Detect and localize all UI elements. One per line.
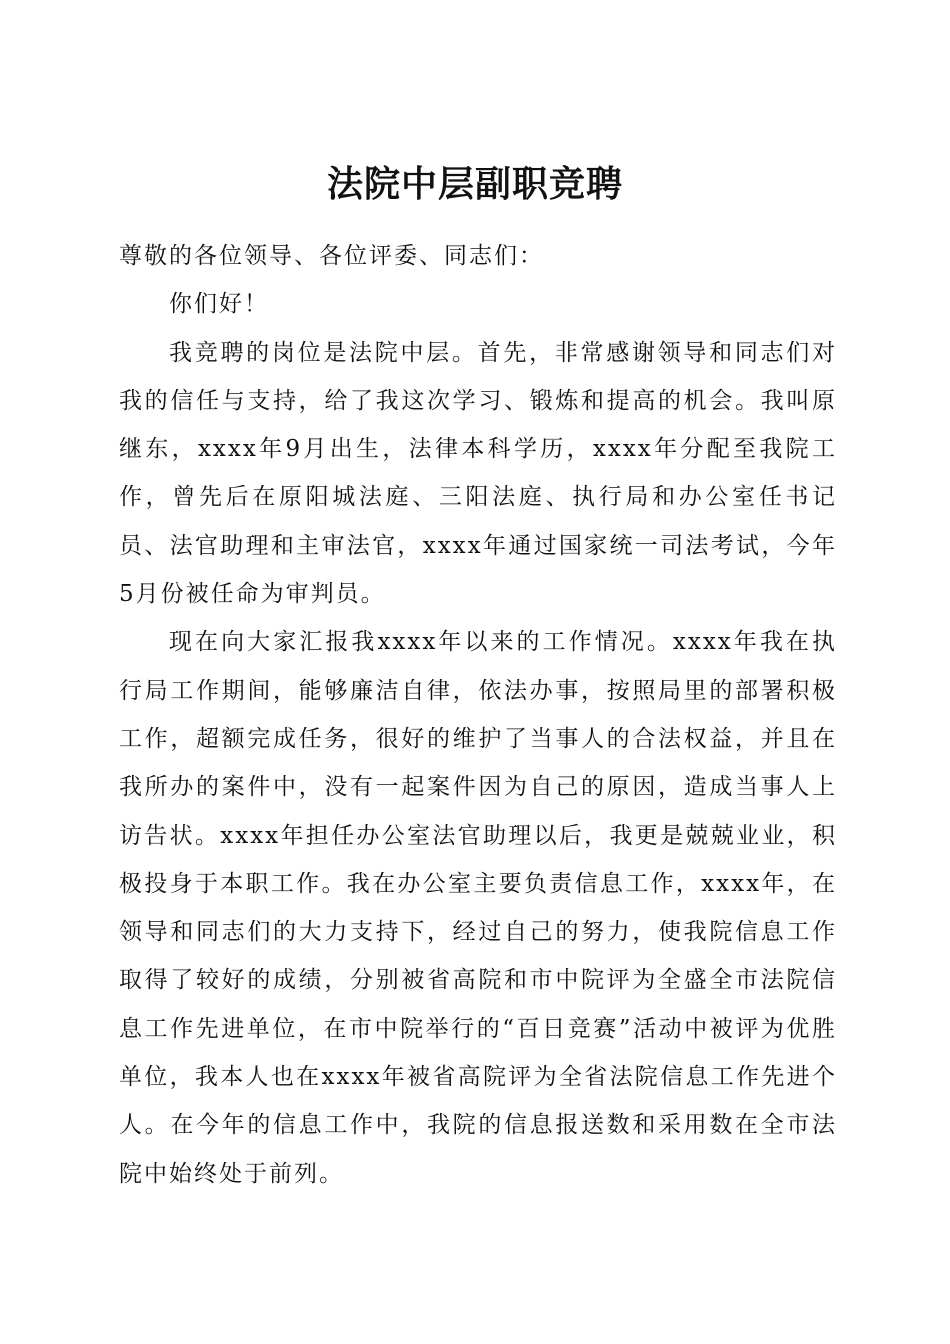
- document-title: 法院中层副职竞聘: [326, 163, 623, 206]
- document-body: [119, 232, 837, 1198]
- paragraph-work-report: 现在向大家汇报我xxxx年以来的工作情况。xxxx年我在执行局工作期间，能够廉洁自律，依法办事，按照局里的部署积极工作，超额完成任务，很好的维护了当事人的合法权益，并且在我所办的案件中，没有一起案件因为自己的原因，造成当事人上访告状。xxxx年担任办公室法官助理以后，我更是兢兢业业，积极投身于本职工作。我在办公室主要负责信息工作，xxxx年，在领导和同志们的大力支持下，经过自己的努力，使我院信息工作取得了较好的成绩，分别被省高院和市中院评为全盛全市法院信息工作先进单位，在市中院举行的“百日竞赛”活动中被评为优胜单位，我本人也在xxxx年被省高院评为全省法院信息工作先进个人。在今年的信息工作中，我院的信息报送数和采用数在全市法院中始终处于前列。: [119, 629, 837, 1187]
- salutation: 尊敬的各位领导、各位评委、同志们：: [119, 243, 544, 269]
- greeting: 你们好！: [169, 291, 269, 318]
- paragraph-intro: 我竞聘的岗位是法院中层。首先，非常感谢领导和同志们对我的信任与支持，给了我这次学习、锻炼和提高的机会。我叫原继东，xxxx年9月出生，法律本科学历，xxxx年分配至我院工作，曾先后在原阳城法庭、三阳法庭、执行局和办公室任书记员、法官助理和主审法官，xxxx年通过国家统一司法考试，今年5月份被任命为审判员。: [119, 339, 837, 608]
